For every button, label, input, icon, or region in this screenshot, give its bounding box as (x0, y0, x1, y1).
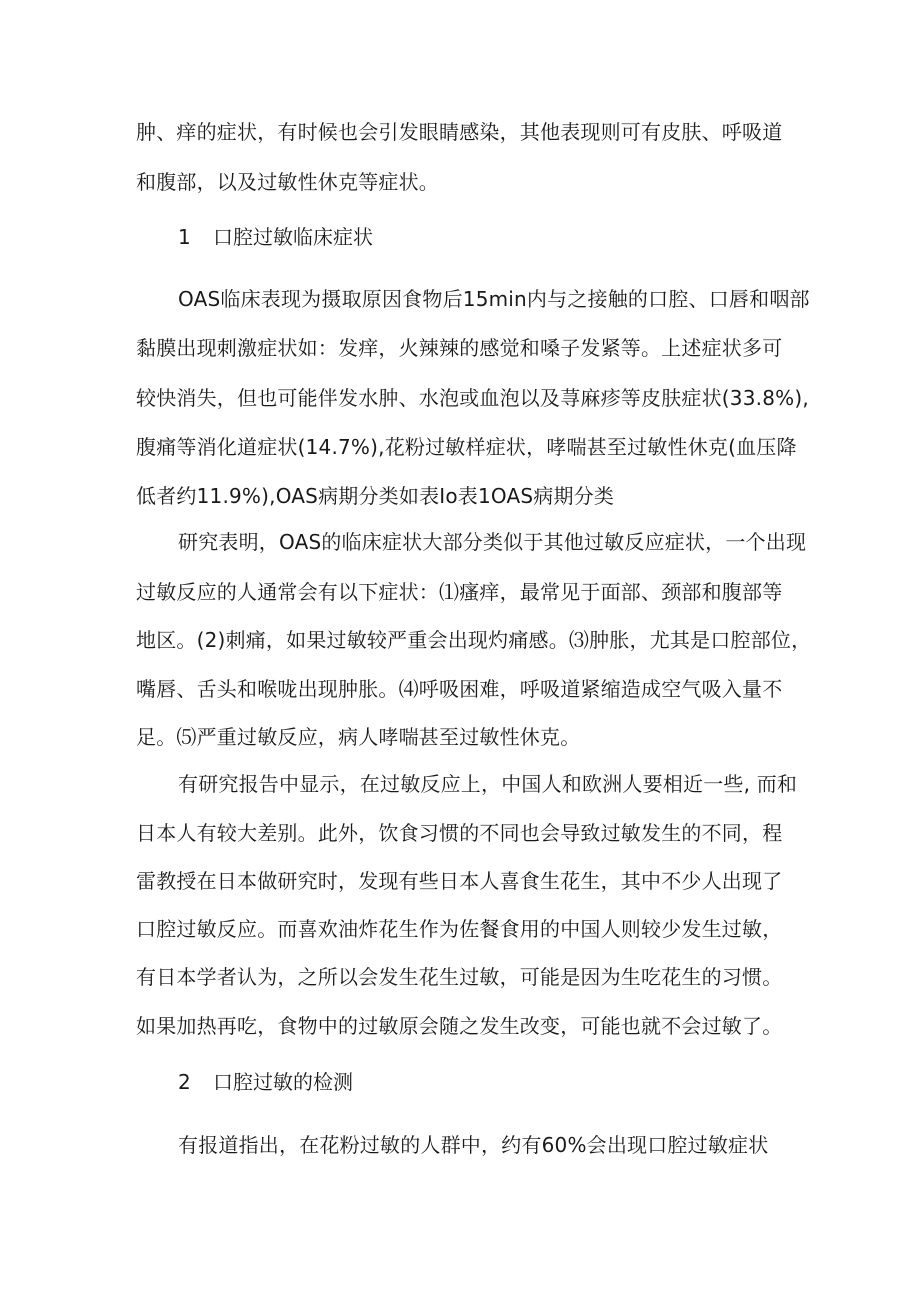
section-2-title: 口腔过敏的检测 (213, 1070, 353, 1094)
section-2-number: 2 (178, 1070, 191, 1094)
paragraph-line: 日本人有较大差别。此外，饮食习惯的不同也会导致过敏发生的不同，程 (136, 821, 783, 845)
paragraph-line: 有日本学者认为，之所以会发生花生过敏，可能是因为生吃花生的习惯。 (136, 965, 783, 989)
paragraph-line: 有研究报告中显示，在过敏反应上，中国人和欧洲人要相近一些, 而和 (178, 772, 798, 796)
paragraph-line: 嘴唇、舌头和喉咙出现肿胀。⑷呼吸困难，呼吸道紧缩造成空气吸入量不 (136, 677, 783, 701)
paragraph-line: 有报道指出，在花粉过敏的人群中，约有60%会出现口腔过敏症状 (178, 1133, 769, 1157)
paragraph-line: 雷教授在日本做研究时，发现有些日本人喜食生花生，其中不少人出现了 (136, 869, 783, 893)
paragraph-line: 低者约11.9%),OAS病期分类如表Io表1OAS病期分类 (136, 484, 615, 508)
paragraph-line: 口腔过敏反应。而喜欢油炸花生作为佐餐食用的中国人则较少发生过敏， (136, 917, 783, 941)
paragraph-line: 过敏反应的人通常会有以下症状：⑴瘙痒，最常见于面部、颈部和腹部等 (136, 580, 783, 604)
section-1-title: 口腔过敏临床症状 (213, 225, 373, 249)
paragraph-line: 地区。(2)刺痛，如果过敏较严重会出现灼痛感。⑶肿胀，尤其是口腔部位， (136, 628, 812, 652)
section-1-number: 1 (178, 225, 191, 249)
paragraph-line: 研究表明，OAS的临床症状大部分类似于其他过敏反应症状，一个出现 (178, 530, 807, 554)
paragraph-line: 如果加热再吃，食物中的过敏原会随之发生改变，可能也就不会过敏了。 (136, 1014, 783, 1038)
paragraph-line: 较快消失，但也可能伴发水肿、水泡或血泡以及荨麻疹等皮肤症状(33.8%), (136, 386, 809, 410)
paragraph-line: 黏膜出现刺激症状如：发痒，火辣辣的感觉和嗓子发紧等。上述症状多可 (136, 336, 783, 360)
paragraph-line: 足。⑸严重过敏反应，病人哮喘甚至过敏性休克。 (136, 725, 581, 749)
paragraph-line: 腹痛等消化道症状(14.7%),花粉过敏样症状，哮喘甚至过敏性休克(血压降 (136, 435, 797, 459)
intro-line: 和腹部，以及过敏性休克等症状。 (136, 170, 439, 194)
paragraph-line: OAS临床表现为摄取原因食物后15min内与之接触的口腔、口唇和咽部 (178, 287, 810, 311)
intro-line: 肿、痒的症状，有时候也会引发眼睛感染，其他表现则可有皮肤、呼吸道 (136, 120, 783, 144)
